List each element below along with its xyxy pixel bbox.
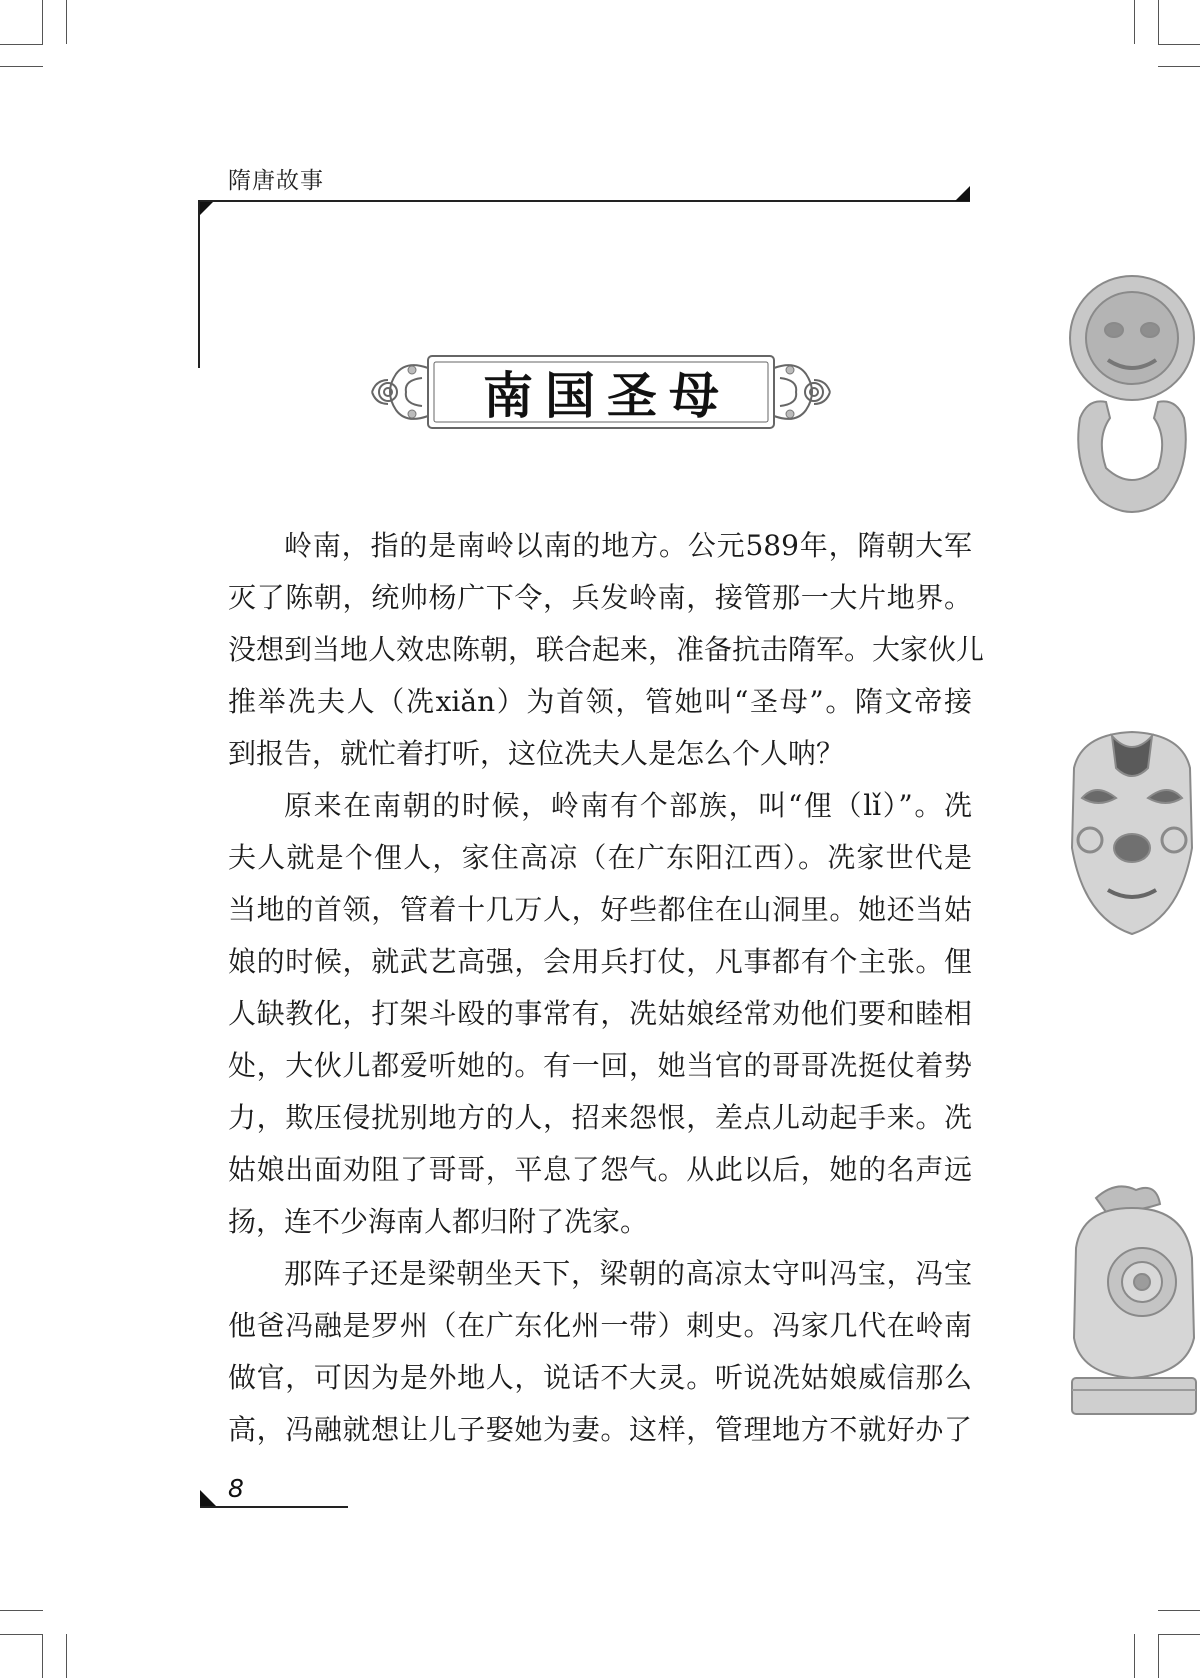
crop-mark <box>66 0 67 44</box>
crop-mark <box>1158 66 1200 67</box>
crop-mark <box>1158 1610 1200 1611</box>
text-line: 做官，可因为是外地人，说话不大灵。听说冼姑娘威信那么 <box>228 1361 972 1394</box>
text-line: 夫人就是个俚人，家住高凉（在广东阳江西）。冼家世代是 <box>228 841 972 874</box>
crop-mark <box>1134 1634 1135 1678</box>
text-line: 到报告，就忙着打听，这位冼夫人是怎么个人呐？ <box>228 737 845 770</box>
text-line: 扬，连不少海南人都归附了冼家。 <box>228 1205 649 1238</box>
text-line: 那阵子还是梁朝坐天下，梁朝的高凉太守叫冯宝，冯宝 <box>284 1257 972 1290</box>
chapter-title-banner <box>366 350 836 434</box>
header-corner-triangle <box>198 202 213 217</box>
text-line: 高，冯融就想让儿子娶她为妻。这样，管理地方不就好办了 <box>228 1413 972 1446</box>
text-line: 灭了陈朝，统帅杨广下令，兵发岭南，接管那一大片地界。 <box>228 581 972 614</box>
text-line: 岭南，指的是南岭以南的地方。公元589年，隋朝大军 <box>284 529 972 562</box>
running-header-title: 隋唐故事 <box>228 168 324 194</box>
crop-mark <box>0 66 43 67</box>
carved-seal-icon <box>1066 1178 1200 1418</box>
page-corner-triangle <box>200 1490 216 1506</box>
crop-mark <box>0 1634 43 1635</box>
crop-mark <box>1158 0 1159 44</box>
body-text <box>228 520 985 1456</box>
text-line: 处，大伙儿都爱听她的。有一回，她当官的哥哥冼挺仗着势 <box>228 1049 972 1082</box>
text-line: 他爸冯融是罗州（在广东化州一带）刺史。冯家几代在岭南 <box>228 1309 972 1342</box>
crop-mark <box>1158 44 1200 45</box>
crop-mark <box>42 1634 43 1678</box>
header-rule <box>198 200 970 202</box>
text-line: 原来在南朝的时候，岭南有个部族，叫“俚（lǐ）”。冼 <box>284 789 972 822</box>
crop-mark <box>42 0 43 44</box>
text-line: 人缺教化，打架斗殴的事常有，冼姑娘经常劝他们要和睦相 <box>228 997 972 1030</box>
crop-mark <box>1158 1634 1159 1678</box>
crop-mark <box>0 1610 43 1611</box>
text-line: 力，欺压侵扰别地方的人，招来怨恨，差点儿动起手来。冼 <box>228 1101 972 1134</box>
text-line: 姑娘出面劝阻了哥哥，平息了怨气。从此以后，她的名声远 <box>228 1153 972 1186</box>
text-line: 当地的首领，管着十几万人，好些都住在山洞里。她还当姑 <box>228 893 972 926</box>
text-line: 娘的时候，就武艺高强，会用兵打仗，凡事都有个主张。俚 <box>228 945 972 978</box>
header-corner-triangle <box>955 186 970 201</box>
opera-mask-icon <box>1062 728 1200 938</box>
chapter-title: 南国圣母 <box>483 366 731 425</box>
crop-mark <box>0 44 43 45</box>
page-number: 8 <box>228 1474 244 1503</box>
door-knocker-icon <box>1058 268 1200 526</box>
crop-mark <box>1134 0 1135 44</box>
side-rule <box>198 202 200 368</box>
crop-mark <box>66 1634 67 1678</box>
crop-mark <box>1158 1634 1200 1635</box>
page-rule <box>200 1506 348 1508</box>
text-line: 推举冼夫人（冼xiǎn）为首领，管她叫“圣母”。隋文帝接 <box>228 685 972 718</box>
text-line: 没想到当地人效忠陈朝，联合起来，准备抗击隋军。大家伙儿 <box>228 633 985 666</box>
